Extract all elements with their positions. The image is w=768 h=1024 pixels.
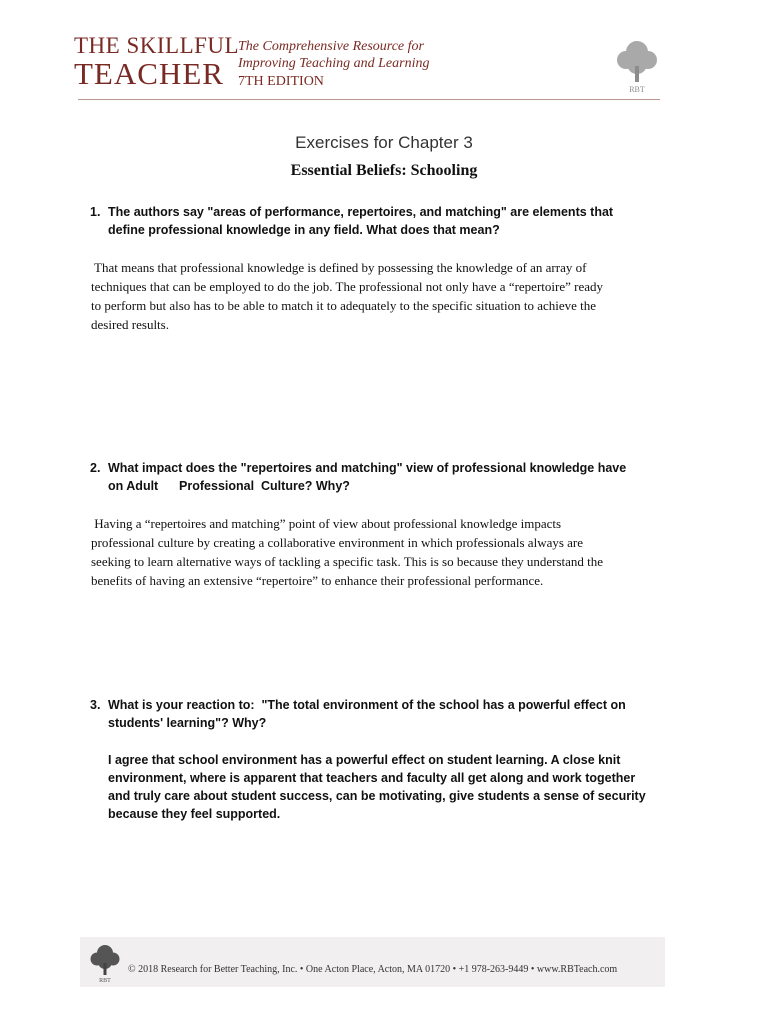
question-2 [90,459,680,495]
question-line-2: students' learning"? Why? [108,716,267,730]
answer-line: That means that professional knowledge is defined by possessing the knowledge of an array of [91,260,587,275]
rbt-tree-icon [614,38,660,94]
edition-label: 7TH EDITION [238,74,324,89]
answer-line: I agree that school environment has a powerful effect on student learning. A close knit [108,753,621,767]
book-logo-text [74,34,239,89]
brand-line-2: TEACHER [74,56,224,91]
answer-2 [91,514,691,590]
question-number: 3. [90,698,101,712]
question-line-2: on Adult Professional Culture? Why? [108,479,350,493]
answer-line: because they feel supported. [108,807,281,821]
question-1 [90,203,680,239]
brand-line-1: THE SKILLFUL [74,33,240,58]
question-3 [90,696,680,732]
question-line-1: What is your reaction to: "The total environment of the school has a powerful effect on [108,698,626,712]
rbt-tree-icon [88,943,122,983]
answer-line: Having a “repertoires and matching” point of view about professional knowledge impacts [91,516,562,531]
answer-line: benefits of having an extensive “repertoire” to enhance their professional performance. [91,573,544,588]
answer-line: to perform but also has to be able to match it to adequately to the specific situation to achieve the [91,298,597,313]
tagline-line-2: Improving Teaching and Learning [238,56,430,71]
question-line-1: The authors say "areas of performance, repertoires, and matching" are elements that [108,205,614,219]
answer-line: and truly care about student success, can be motivating, give students a sense of security [108,789,646,803]
footer-logo-label: RBT [99,978,111,983]
tagline-line-1: The Comprehensive Resource for [238,39,424,54]
answer-line: desired results. [91,317,169,332]
page-header [74,34,664,96]
answer-3 [108,751,688,823]
question-number: 1. [90,205,101,219]
answer-1 [91,258,691,334]
question-line-1: What impact does the "repertoires and matching" view of professional knowledge have [108,461,627,475]
question-line-2: define professional knowledge in any field. What does that mean? [108,223,500,237]
page-title: Exercises for Chapter 3 [295,133,473,152]
header-divider [78,99,660,100]
question-number: 2. [90,461,101,475]
page-footer [80,937,665,987]
answer-line: seeking to learn alternative ways of tackling a specific task. This is so because they understand the [91,554,604,569]
page-subtitle: Essential Beliefs: Schooling [290,162,478,179]
brand-tagline [238,38,429,72]
answer-line: environment, where is apparent that teachers and faculty all get along and work together [108,771,636,785]
copyright-text: © 2018 Research for Better Teaching, Inc. • One Acton Place, Acton, MA 01720 • +1 978-263-9449 • www.RBTeach.com [128,964,618,975]
logo-label: RBT [629,85,645,94]
answer-line: techniques that can be employed to do the job. The professional not only have a “repertoire” ready [91,279,603,294]
answer-line: professional culture by creating a collaborative environment in which professionals always are [91,535,584,550]
